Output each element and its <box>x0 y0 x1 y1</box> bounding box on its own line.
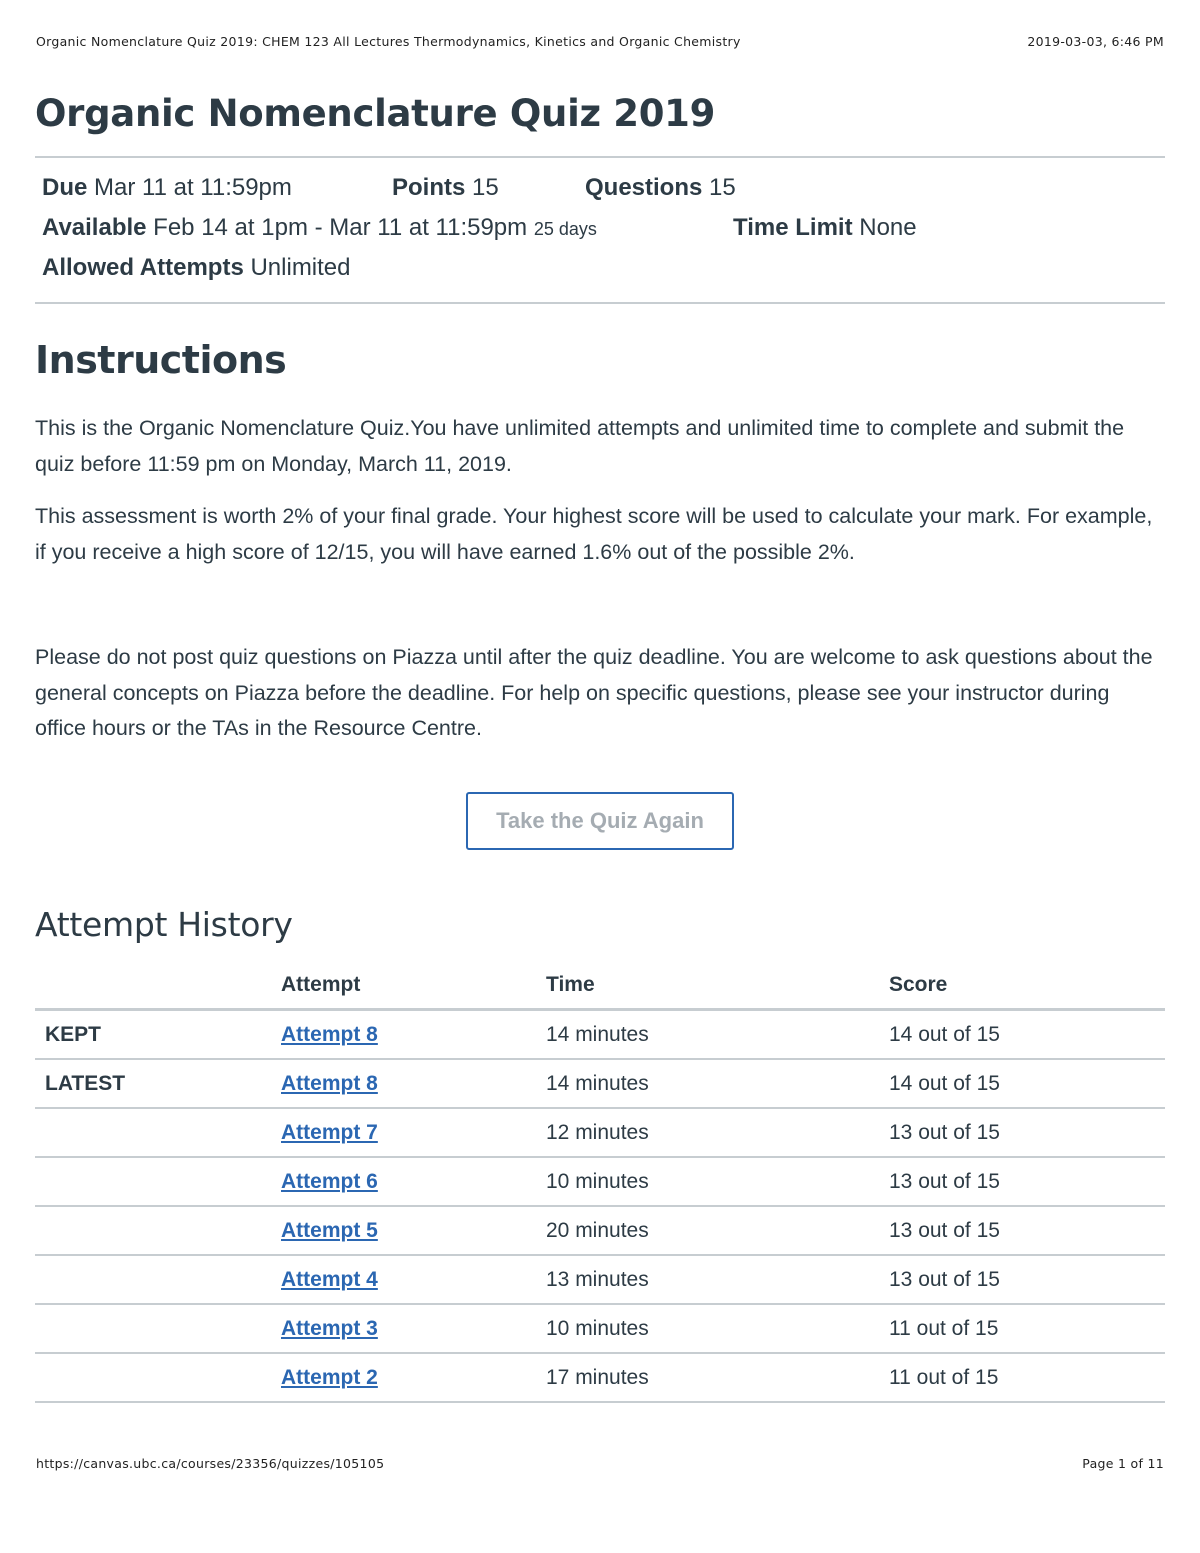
instructions-paragraph-3: Please do not post quiz questions on Piazza until after the quiz deadline. You are welcome to ask questions about the general concepts on Piazza before the deadline. For help on specific questions, please see your instructor during office hours or the TAs in the Resource Centre. <box>35 645 1153 740</box>
row-score: 14 out of 15 <box>889 1010 1165 1060</box>
instructions-heading: Instructions <box>35 338 287 382</box>
row-time: 13 minutes <box>546 1255 889 1304</box>
table-row <box>35 1304 1165 1353</box>
quiz-questions <box>585 174 736 202</box>
row-score: 11 out of 15 <box>889 1304 1165 1353</box>
attempt-link[interactable]: Attempt 8 <box>281 1071 378 1095</box>
attempt-link[interactable]: Attempt 2 <box>281 1365 378 1389</box>
print-footer-page: Page 1 of 11 <box>1082 1456 1164 1471</box>
print-footer <box>36 1456 1164 1471</box>
attempt-link[interactable]: Attempt 8 <box>281 1022 378 1046</box>
attempt-link[interactable]: Attempt 3 <box>281 1316 378 1340</box>
print-header-timestamp: 2019-03-03, 6:46 PM <box>1027 34 1164 49</box>
time-limit-label: Time Limit <box>733 214 853 241</box>
attempts-value: Unlimited <box>250 254 351 281</box>
row-status <box>35 1108 281 1157</box>
available-value: Feb 14 at 1pm - Mar 11 at 11:59pm <box>153 214 528 241</box>
table-row <box>35 1059 1165 1108</box>
page-title: Organic Nomenclature Quiz 2019 <box>35 92 716 135</box>
row-time: 10 minutes <box>546 1157 889 1206</box>
row-status <box>35 1206 281 1255</box>
due-value: Mar 11 at 11:59pm <box>94 174 292 201</box>
available-duration: 25 days <box>533 219 597 239</box>
table-row <box>35 1353 1165 1402</box>
table-row <box>35 1206 1165 1255</box>
attempt-link[interactable]: Attempt 5 <box>281 1218 378 1242</box>
row-time: 17 minutes <box>546 1353 889 1402</box>
row-score: 13 out of 15 <box>889 1108 1165 1157</box>
instructions-paragraph-1: This is the Organic Nomenclature Quiz.You have unlimited attempts and unlimited time to complete and submit the quiz before 11:59 pm on Monday, March 11, 2019. <box>35 416 1125 476</box>
row-score: 13 out of 15 <box>889 1157 1165 1206</box>
table-row <box>35 1157 1165 1206</box>
time-limit-value: None <box>859 214 917 241</box>
attempt-link[interactable]: Attempt 7 <box>281 1120 378 1144</box>
print-footer-url: https://canvas.ubc.ca/courses/23356/quizzes/105105 <box>36 1456 385 1471</box>
take-quiz-again-button[interactable]: Take the Quiz Again <box>466 792 734 850</box>
table-row <box>35 1108 1165 1157</box>
row-time: 10 minutes <box>546 1304 889 1353</box>
divider <box>35 302 1165 304</box>
questions-value: 15 <box>709 174 736 201</box>
quiz-points <box>392 174 499 202</box>
row-status <box>35 1157 281 1206</box>
quiz-time-limit <box>733 214 917 242</box>
print-header-title: Organic Nomenclature Quiz 2019: CHEM 123 All Lectures Thermodynamics, Kinetics and Organic Chemistry <box>36 34 741 49</box>
column-header-time: Time <box>546 962 889 1010</box>
row-status <box>35 1353 281 1402</box>
row-time: 14 minutes <box>546 1059 889 1108</box>
column-header-status <box>35 962 281 1010</box>
row-status <box>35 1255 281 1304</box>
row-score: 13 out of 15 <box>889 1255 1165 1304</box>
points-value: 15 <box>472 174 499 201</box>
table-header-row <box>35 962 1165 1010</box>
instructions-paragraph-2: This assessment is worth 2% of your final grade. Your highest score will be used to calculate your mark. For example, if you receive a high score of 12/15, you will have earned 1.6% out of the possible 2%. <box>35 504 1153 564</box>
attempt-history-heading: Attempt History <box>35 905 293 944</box>
row-time: 12 minutes <box>546 1108 889 1157</box>
quiz-available <box>42 214 597 242</box>
row-time: 20 minutes <box>546 1206 889 1255</box>
attempt-link[interactable]: Attempt 4 <box>281 1267 378 1291</box>
row-score: 11 out of 15 <box>889 1353 1165 1402</box>
row-score: 14 out of 15 <box>889 1059 1165 1108</box>
row-score: 13 out of 15 <box>889 1206 1165 1255</box>
table-row <box>35 1255 1165 1304</box>
attempts-label: Allowed Attempts <box>42 254 244 281</box>
due-label: Due <box>42 174 88 201</box>
available-label: Available <box>42 214 147 241</box>
column-header-attempt: Attempt <box>281 962 546 1010</box>
quiz-allowed-attempts <box>42 254 351 282</box>
table-row <box>35 1010 1165 1060</box>
print-header <box>36 34 1164 49</box>
attempt-link[interactable]: Attempt 6 <box>281 1169 378 1193</box>
points-label: Points <box>392 174 466 201</box>
quiz-due <box>42 174 292 202</box>
row-status <box>35 1304 281 1353</box>
divider <box>35 156 1165 158</box>
row-time: 14 minutes <box>546 1010 889 1060</box>
column-header-score: Score <box>889 962 1165 1010</box>
row-status: LATEST <box>35 1059 281 1108</box>
questions-label: Questions <box>585 174 703 201</box>
row-status: KEPT <box>35 1010 281 1060</box>
attempt-history-table <box>35 962 1165 1403</box>
